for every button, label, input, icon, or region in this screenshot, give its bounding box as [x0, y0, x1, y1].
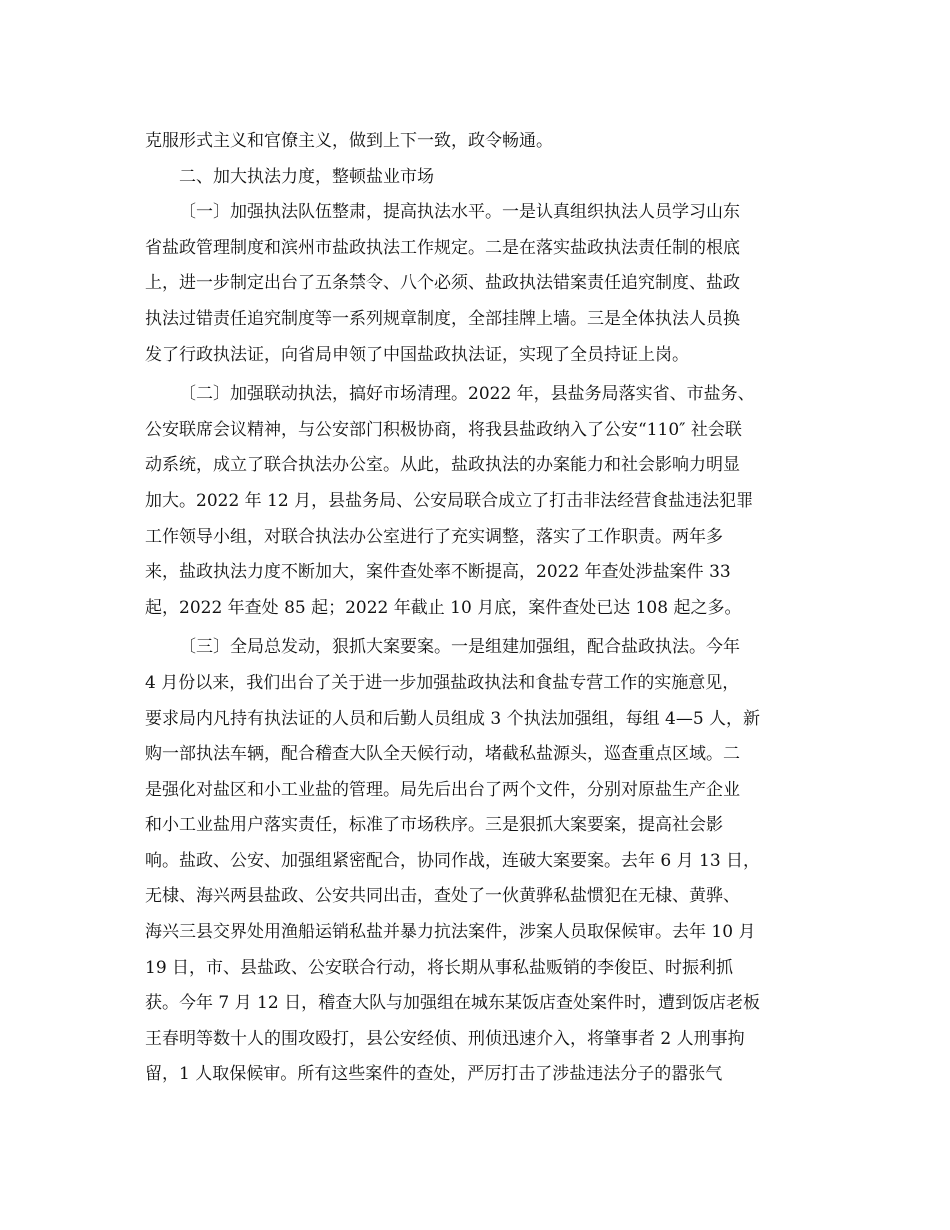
paragraph-2-line: 加大。2022 年 12 月，县盐务局、公安局联合成立了打击非法经营食盐违法犯罪 — [145, 490, 754, 511]
paragraph-2-line: 〔二〕加强联动执法，搞好市场清理。2022 年，县盐务局落实省、市盐务、 — [179, 384, 755, 405]
paragraph-3-line: 19 日，市、县盐政、公安联合行动，将长期从事私盐贩销的李俊臣、时振利抓 — [145, 957, 734, 978]
paragraph-3-line: 获。今年 7 月 12 日，稽查大队与加强组在城东某饭店查处案件时，遭到饭店老板 — [145, 993, 761, 1014]
paragraph-3-line: 和小工业盐用户落实责任，标准了市场秩序。三是狠抓大案要案，提高社会影 — [145, 815, 723, 836]
paragraph-3-line: 无棣、海兴两县盐政、公安共同出击，查处了一伙黄骅私盐惯犯在无棣、黄骅、 — [145, 886, 740, 907]
paragraph-3-line: 是强化对盐区和小工业盐的管理。局先后出台了两个文件，分别对原盐生产企业 — [145, 779, 740, 800]
paragraph-2-line: 公安联席会议精神，与公安部门积极协商，将我县盐政纳入了公安“110″ 社会联 — [145, 419, 742, 440]
paragraph-2-line: 起，2022 年查处 85 起；2022 年截止 10 月底，案件查处已达 108 起之多。 — [145, 597, 742, 618]
paragraph-3-line: 〔三〕全局总发动，狠抓大案要案。一是组建加强组，配合盐政执法。今年 — [179, 637, 740, 658]
section-heading: 二、加大执法力度，整顿盐业市场 — [179, 166, 434, 187]
paragraph-1-line: 发了行政执法证，向省局申领了中国盐政执法证，实现了全员持证上岗。 — [145, 344, 689, 365]
document-page — [145, 124, 805, 1093]
paragraph-1-line: 〔一〕加强执法队伍整肃，提高执法水平。一是认真组织执法人员学习山东 — [179, 202, 740, 223]
paragraph-2-line: 来，盐政执法力度不断加大，案件查处率不断提高，2022 年查处涉盐案件 33 — [145, 562, 731, 583]
paragraph-3-line: 4 月份以来，我们出台了关于进一步加强盐政执法和食盐专营工作的实施意见， — [145, 672, 740, 693]
paragraph-2-line: 动系统，成立了联合执法办公室。从此，盐政执法的办案能力和社会影响力明显 — [145, 455, 740, 476]
paragraph-3-line: 海兴三县交界处用渔船运销私盐并暴力抗法案件，涉案人员取保候审。去年 10 月 — [145, 922, 756, 943]
paragraph-2-line: 工作领导小组，对联合执法办公室进行了充实调整，落实了工作职责。两年多 — [145, 526, 723, 547]
text-line: 克服形式主义和官僚主义，做到上下一致，政令畅通。 — [145, 131, 553, 151]
paragraph-3-line: 购一部执法车辆，配合稽查大队全天候行动，堵截私盐源头，巡查重点区域。二 — [145, 744, 740, 765]
paragraph-3-line: 要求局内凡持有执法证的人员和后勤人员组成 3 个执法加强组，每组 4—5 人，新 — [145, 708, 761, 729]
paragraph-1-line: 上，进一步制定出台了五条禁令、八个必须、盐政执法错案责任追究制度、盐政 — [145, 273, 740, 294]
paragraph-3-line: 留，1 人取保候审。所有这些案件的查处，严厉打击了涉盐违法分子的嚣张气 — [145, 1064, 723, 1085]
paragraph-1-line: 执法过错责任追究制度等一系列规章制度，全部挂牌上墙。三是全体执法人员换 — [145, 308, 740, 329]
paragraph-3-line: 响。盐政、公安、加强组紧密配合，协同作战，连破大案要案。去年 6 月 13 日， — [145, 850, 761, 871]
paragraph-3-line: 王春明等数十人的围攻殴打，县公安经侦、刑侦迅速介入，将肇事者 2 人刑事拘 — [145, 1028, 745, 1049]
paragraph-1-line: 省盐政管理制度和滨州市盐政执法工作规定。二是在落实盐政执法责任制的根底 — [145, 237, 740, 258]
